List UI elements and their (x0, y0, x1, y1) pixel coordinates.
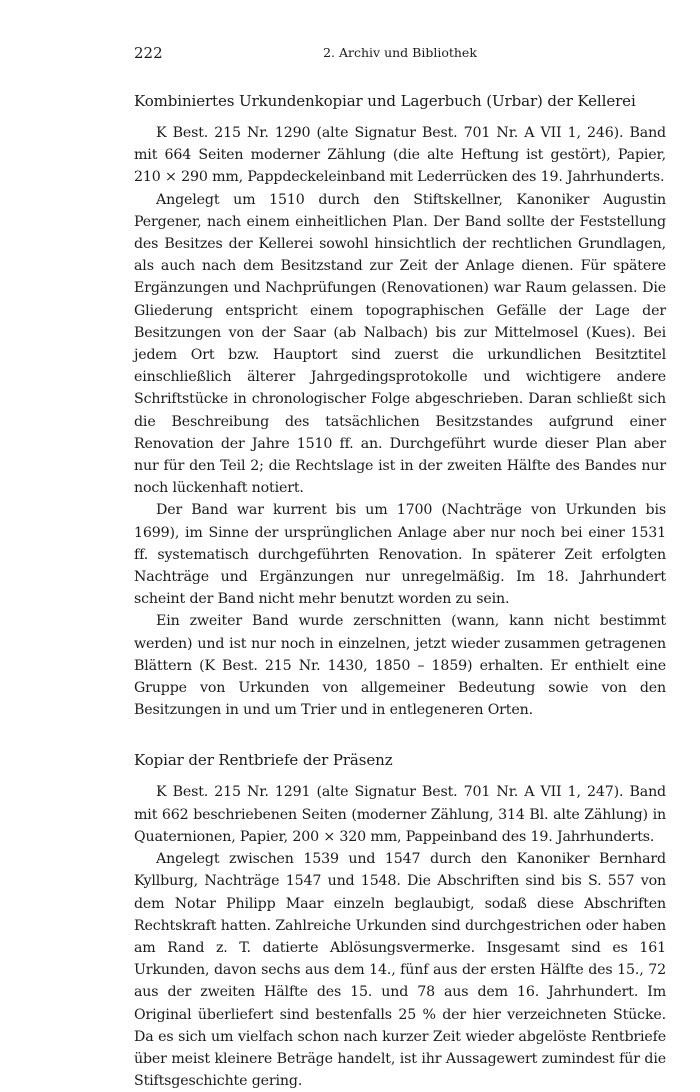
document-page (134, 44, 666, 1092)
section-heading-praesenz: Kopiar der Rentbriefe der Präsenz (134, 751, 393, 770)
section-heading-kellerei: Kombiniertes Urkundenkopiar und Lagerbuch (Urbar) der Kellerei (134, 92, 636, 110)
paragraph: Angelegt um 1510 durch den Stiftskellner, Kanoniker Augustin Pergener, nach einem einheitlichen Plan. Der Band sollte der Feststellung des Besitzes der Kellerei sowohl hinsichtlich der rechtlichen Grundlagen, als auch nach dem Besitzstand zur Zeit der Anlage dienen. Für spätere Ergänzungen und Nachprüfungen (Renovationen) war Raum gelassen. Die Gliederung entspricht einem topographischen Gefälle der Lage der Besitzungen von der Saar (ab Nalbach) bis zur Mittelmosel (Kues). Bei jedem Ort bzw. Hauptort sind zuerst die urkundlichen Besitztitel einschließlich älterer Jahrgedingsprotokolle und wichtigere andere Schriftstücke in chronologischer Folge abgeschrieben. Daran schließt sich die Beschreibung des tatsächlichen Besitzstandes aufgrund einer Renovation der Jahre 1510 ff. an. Durchgeführt wurde dieser Plan aber nur für den Teil 2; die Rechtslage ist in der zweiten Hälfte des Bandes nur noch lückenhaft notiert. (134, 191, 666, 497)
paragraph: Angelegt zwischen 1539 und 1547 durch den Kanoniker Bernhard Kyllburg, Nachträge 1547 und 1548. Die Abschriften sind bis S. 557 von dem Notar Philipp Maar einzeln beglaubigt, sodaß diese Abschriften Rechtskraft hatten. Zahlreiche Urkunden sind durchgestrichen oder haben am Rand z. T. datierte Ablösungsvermerke. Insgesamt sind es 161 Urkunden, davon sechs aus dem 14., fünf aus der ersten Hälfte des 15., 72 aus der zweiten Hälfte des 15. und 78 aus dem 16. Jahrhundert. Im Original überliefert sind bestenfalls 25 % der hier verzeichneten Stücke. Da es sich um vielfach schon nach kurzer Zeit wieder abgelöste Rentbriefe über meist kleinere Beträge handelt, ist ihr Aussagewert zumindest für die Stiftsgeschichte gering. (134, 851, 666, 1090)
paragraph: K Best. 215 Nr. 1291 (alte Signatur Best. 701 Nr. A VII 1, 247). Band mit 662 beschriebenen Seiten (moderner Zählung, 314 Bl. alte Zählung) in Quaternionen, Papier, 200 × 320 mm, Pappeinband des 19. Jahrhunderts. (134, 784, 666, 845)
running-head (134, 44, 666, 70)
paragraph: Ein zweiter Band wurde zerschnitten (wann, kann nicht bestimmt werden) und ist nur noch in einzelnen, jetzt wieder zusammen getragenen Blättern (K Best. 215 Nr. 1430, 1850 – 1859) erhalten. Er enthielt eine Gruppe von Urkunden von allgemeiner Bedeutung sowie von den Besitzungen in und um Trier und in entlegeneren Orten. (134, 613, 666, 719)
paragraph: K Best. 215 Nr. 1290 (alte Signatur Best. 701 Nr. A VII 1, 246). Band mit 664 Seiten moderner Zählung (die alte Heftung ist gestört), Papier, 210 × 290 mm, Pappdeckeleinband mit Lederrücken des 19. Jahrhunderts. (134, 125, 666, 186)
paragraph: Der Band war kurrent bis um 1700 (Nachträge von Urkunden bis 1699), im Sinne der ursprünglichen Anlage aber nur noch bei einer 1531 ff. systematisch durchgeführten Renovation. In späterer Zeit erfolgten Nachträge und Ergänzungen nur unregelmäßig. Im 18. Jahrhundert scheint der Band nicht mehr benutzt worden zu sein. (134, 502, 666, 608)
page-number: 222 (134, 44, 163, 62)
chapter-title: 2. Archiv und Bibliothek (323, 45, 477, 60)
